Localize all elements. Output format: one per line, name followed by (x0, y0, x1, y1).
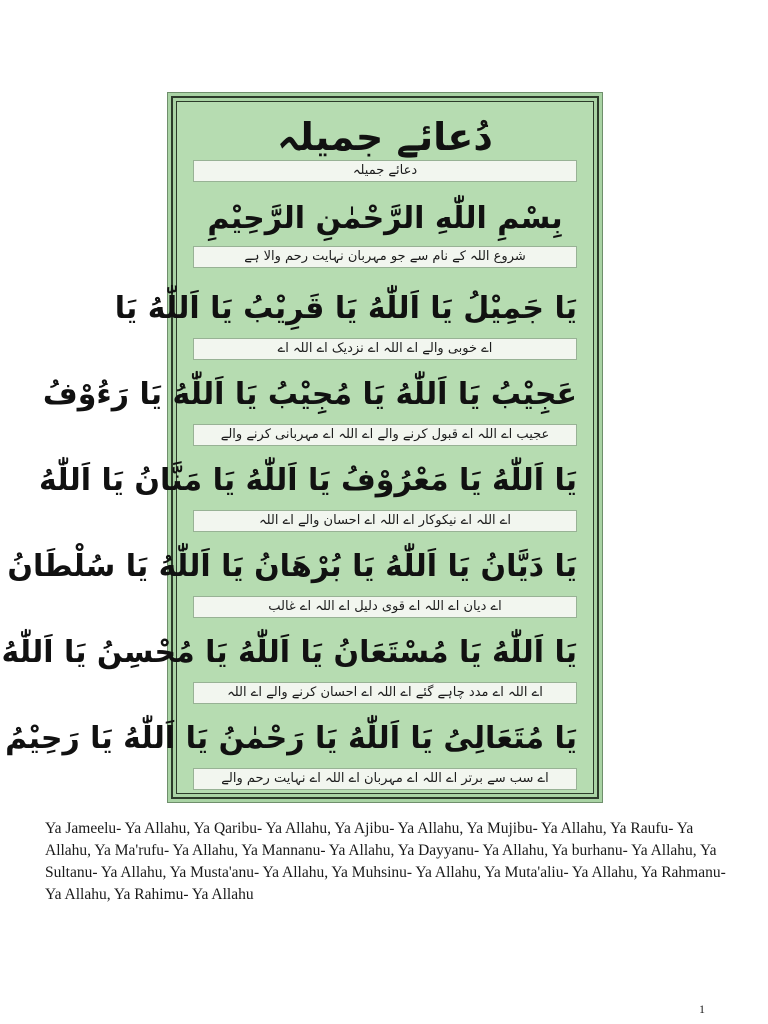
translation-line-3: اے اللہ اے نیکوکار اے اللہ اے احسان والے اے اللہ (193, 510, 577, 532)
arabic-line-5: یَا اَللّٰهُ یَا مُسْتَعَانُ یَا اَللّٰهُ یَا مُحْسِنُ یَا اَللّٰهُ (1, 635, 577, 670)
bismillah-translation: شروع اللہ کے نام سے جو مہربان نہایت رحم والا ہے (193, 246, 577, 268)
dua-title: دُعائے جمیلہ (277, 115, 493, 159)
translation-line-4: اے دیان اے اللہ اے قوی دلیل اے اللہ اے غالب (193, 596, 577, 618)
page-number: 1 (699, 1002, 705, 1016)
arabic-line-1: یَا جَمِیْلُ یَا اَللّٰهُ یَا قَرِیْبُ یَا اَللّٰهُ یَا (114, 291, 577, 326)
arabic-line-2: عَجِیْبُ یَا اَللّٰهُ یَا مُجِیْبُ یَا اَللّٰهُ یَا رَءُوْفُ (42, 377, 577, 412)
bismillah: بِسْمِ اللّٰهِ الرَّحْمٰنِ الرَّحِيْمِ (207, 201, 563, 236)
dua-subtitle: دعائے جمیلہ (193, 160, 577, 182)
arabic-line-4: یَا دَیَّانُ یَا اَللّٰهُ یَا بُرْهَانُ یَا اَللّٰهُ یَا سُلْطَانُ (7, 549, 577, 584)
transliteration-paragraph: Ya Jameelu- Ya Allahu, Ya Qaribu- Ya Allahu, Ya Ajibu- Ya Allahu, Ya Mujibu- Ya Allahu, Ya Raufu- Ya Allahu, Ya Ma'rufu- Ya Allahu, Ya Mannanu- Ya Allahu, Ya Dayyanu- Ya Allahu, Ya burhanu- Ya Allahu, Ya Sultanu- Ya Allahu, Ya Musta'anu- Ya Allahu, Ya Muhsinu- Ya Allahu, Ya Muta'aliu- Ya Allahu, Ya Rahmanu- Ya Allahu, Ya Rahimu- Ya Allahu (45, 820, 726, 903)
translation-line-1: اے خوبی والے اے اللہ اے نزدیک اے اللہ اے (193, 338, 577, 360)
arabic-line-3: یَا اَللّٰهُ یَا مَعْرُوْفُ یَا اَللّٰهُ یَا مَنَّانُ یَا اَللّٰهُ (39, 463, 577, 498)
scanned-dua-image (1, 92, 603, 803)
arabic-line-6: یَا مُتَعَالِیُ یَا اَللّٰهُ یَا رَحْمٰنُ یَا اَللّٰهُ یَا رَحِیْمُ (5, 721, 577, 756)
inner-panel (1, 101, 594, 794)
translation-line-5: اے اللہ اے مدد چاہے گئے اے اللہ اے احسان کرنے والے اے اللہ (193, 682, 577, 704)
translation-line-6: اے سب سے برتر اے اللہ اے مہربان اے اللہ اے نہایت رحم والے (193, 768, 577, 790)
translation-line-2: عجیب اے اللہ اے قبول کرنے والے اے اللہ اے مہربانی کرنے والے (193, 424, 577, 446)
